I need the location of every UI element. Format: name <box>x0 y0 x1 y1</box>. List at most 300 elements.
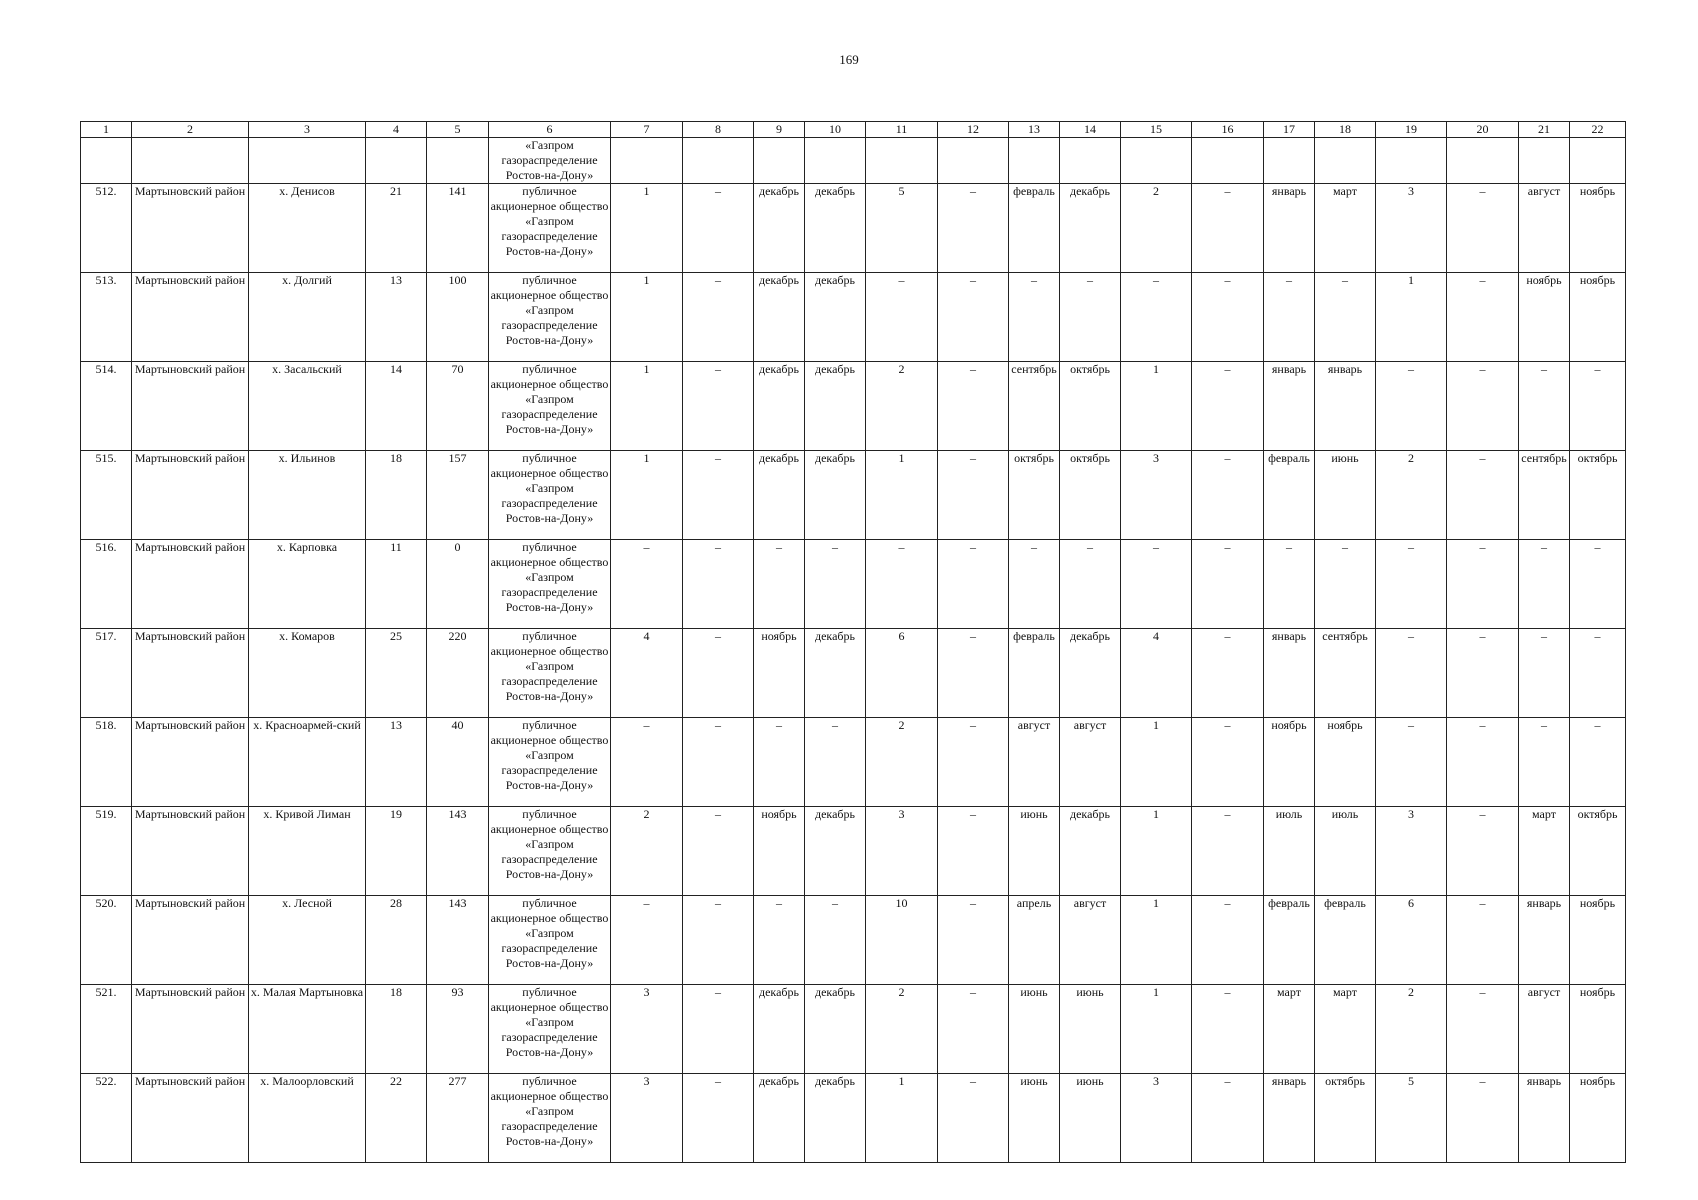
col9-cell: декабрь <box>754 451 805 540</box>
col13-cell: февраль <box>1009 629 1060 718</box>
col13-cell: август <box>1009 718 1060 807</box>
col13-cell: – <box>1009 273 1060 362</box>
col11-cell: 3 <box>866 807 938 896</box>
table-row <box>81 362 1626 451</box>
row-number: 517. <box>81 629 132 718</box>
district-cell: Мартыновский район <box>132 896 249 985</box>
col8-cell: – <box>683 807 754 896</box>
col17-cell: январь <box>1264 184 1315 273</box>
settlement-cell: х. Засальский <box>249 362 366 451</box>
cell <box>1519 138 1570 184</box>
col20-cell: – <box>1447 807 1519 896</box>
col17-cell: ноябрь <box>1264 718 1315 807</box>
col14-cell: – <box>1060 540 1121 629</box>
col18-cell: март <box>1315 985 1376 1074</box>
cell <box>1570 138 1626 184</box>
settlement-cell: х. Комаров <box>249 629 366 718</box>
col22-cell: – <box>1570 540 1626 629</box>
col8-cell: – <box>683 273 754 362</box>
col15-cell: – <box>1121 540 1192 629</box>
col17-cell: март <box>1264 985 1315 1074</box>
col13-cell: апрель <box>1009 896 1060 985</box>
col13-cell: октябрь <box>1009 451 1060 540</box>
col13-cell: июнь <box>1009 1074 1060 1163</box>
col20-cell: – <box>1447 718 1519 807</box>
col21-cell: – <box>1519 718 1570 807</box>
district-cell: Мартыновский район <box>132 629 249 718</box>
col7-cell: 4 <box>611 629 683 718</box>
col14-cell: – <box>1060 273 1121 362</box>
column-header-11: 11 <box>866 122 938 138</box>
col20-cell: – <box>1447 273 1519 362</box>
col22-cell: – <box>1570 629 1626 718</box>
col17-cell: – <box>1264 273 1315 362</box>
district-cell: Мартыновский район <box>132 540 249 629</box>
settlement-cell: х. Красноармей-ский <box>249 718 366 807</box>
col12-cell: – <box>938 362 1009 451</box>
col10-cell: декабрь <box>805 985 866 1074</box>
table-row <box>81 807 1626 896</box>
cell <box>1060 138 1121 184</box>
col19-cell: 2 <box>1376 985 1447 1074</box>
col18-cell: – <box>1315 540 1376 629</box>
row-number: 515. <box>81 451 132 540</box>
org-cell: публичное акционерное общество «Газпром газораспределение Ростов-на-Дону» <box>489 451 611 540</box>
district-cell: Мартыновский район <box>132 184 249 273</box>
org-cell: публичное акционерное общество «Газпром газораспределение Ростов-на-Дону» <box>489 362 611 451</box>
col18-cell: ноябрь <box>1315 718 1376 807</box>
col17-cell: – <box>1264 540 1315 629</box>
cell <box>1192 138 1264 184</box>
col21-cell: ноябрь <box>1519 273 1570 362</box>
gasification-schedule-table <box>80 121 1626 1163</box>
col12-cell: – <box>938 184 1009 273</box>
district-cell: Мартыновский район <box>132 985 249 1074</box>
col9-cell: декабрь <box>754 985 805 1074</box>
col12-cell: – <box>938 985 1009 1074</box>
col17-cell: февраль <box>1264 896 1315 985</box>
col7-cell: – <box>611 718 683 807</box>
table-row <box>81 540 1626 629</box>
col7-cell: 3 <box>611 1074 683 1163</box>
org-cell: публичное акционерное общество «Газпром газораспределение Ростов-на-Дону» <box>489 540 611 629</box>
col9-cell: декабрь <box>754 273 805 362</box>
col10-cell: – <box>805 718 866 807</box>
col5-cell: 277 <box>427 1074 489 1163</box>
col11-cell: – <box>866 540 938 629</box>
col7-cell: – <box>611 540 683 629</box>
col16-cell: – <box>1192 273 1264 362</box>
col20-cell: – <box>1447 1074 1519 1163</box>
col20-cell: – <box>1447 540 1519 629</box>
col17-cell: январь <box>1264 629 1315 718</box>
col14-cell: декабрь <box>1060 807 1121 896</box>
col16-cell: – <box>1192 896 1264 985</box>
col21-cell: март <box>1519 807 1570 896</box>
col18-cell: февраль <box>1315 896 1376 985</box>
col11-cell: 10 <box>866 896 938 985</box>
col8-cell: – <box>683 540 754 629</box>
column-header-21: 21 <box>1519 122 1570 138</box>
col18-cell: сентябрь <box>1315 629 1376 718</box>
row-number: 518. <box>81 718 132 807</box>
settlement-cell: х. Ильинов <box>249 451 366 540</box>
col10-cell: – <box>805 540 866 629</box>
col5-cell: 157 <box>427 451 489 540</box>
col9-cell: ноябрь <box>754 629 805 718</box>
table-row <box>81 184 1626 273</box>
col15-cell: 1 <box>1121 896 1192 985</box>
col20-cell: – <box>1447 451 1519 540</box>
col19-cell: – <box>1376 629 1447 718</box>
col19-cell: 3 <box>1376 184 1447 273</box>
row-number: 513. <box>81 273 132 362</box>
col9-cell: декабрь <box>754 184 805 273</box>
org-cell: публичное акционерное общество «Газпром газораспределение Ростов-на-Дону» <box>489 896 611 985</box>
col4-cell: 19 <box>366 807 427 896</box>
col21-cell: август <box>1519 184 1570 273</box>
cell <box>249 138 366 184</box>
settlement-cell: х. Малоорловский <box>249 1074 366 1163</box>
col5-cell: 220 <box>427 629 489 718</box>
column-header-8: 8 <box>683 122 754 138</box>
col9-cell: – <box>754 718 805 807</box>
col14-cell: декабрь <box>1060 184 1121 273</box>
col4-cell: 13 <box>366 273 427 362</box>
col22-cell: ноябрь <box>1570 985 1626 1074</box>
column-header-2: 2 <box>132 122 249 138</box>
col20-cell: – <box>1447 896 1519 985</box>
col5-cell: 141 <box>427 184 489 273</box>
district-cell: Мартыновский район <box>132 273 249 362</box>
col19-cell: – <box>1376 540 1447 629</box>
column-header-14: 14 <box>1060 122 1121 138</box>
table-row <box>81 1074 1626 1163</box>
settlement-cell: х. Денисов <box>249 184 366 273</box>
col15-cell: 2 <box>1121 184 1192 273</box>
settlement-cell: х. Долгий <box>249 273 366 362</box>
col18-cell: январь <box>1315 362 1376 451</box>
col7-cell: 1 <box>611 451 683 540</box>
col10-cell: декабрь <box>805 807 866 896</box>
col20-cell: – <box>1447 362 1519 451</box>
col5-cell: 143 <box>427 807 489 896</box>
col8-cell: – <box>683 896 754 985</box>
col22-cell: октябрь <box>1570 807 1626 896</box>
col11-cell: 2 <box>866 362 938 451</box>
col14-cell: июнь <box>1060 1074 1121 1163</box>
cell <box>81 138 132 184</box>
col12-cell: – <box>938 629 1009 718</box>
cell <box>866 138 938 184</box>
col16-cell: – <box>1192 1074 1264 1163</box>
column-header-6: 6 <box>489 122 611 138</box>
col19-cell: 3 <box>1376 807 1447 896</box>
table-row <box>81 985 1626 1074</box>
col19-cell: 6 <box>1376 896 1447 985</box>
col18-cell: июнь <box>1315 451 1376 540</box>
col12-cell: – <box>938 1074 1009 1163</box>
col7-cell: 3 <box>611 985 683 1074</box>
col4-cell: 21 <box>366 184 427 273</box>
col12-cell: – <box>938 451 1009 540</box>
col13-cell: сентябрь <box>1009 362 1060 451</box>
column-header-20: 20 <box>1447 122 1519 138</box>
col8-cell: – <box>683 184 754 273</box>
col21-cell: январь <box>1519 896 1570 985</box>
col16-cell: – <box>1192 451 1264 540</box>
cell <box>1315 138 1376 184</box>
col21-cell: – <box>1519 629 1570 718</box>
col9-cell: декабрь <box>754 362 805 451</box>
column-header-7: 7 <box>611 122 683 138</box>
col17-cell: январь <box>1264 362 1315 451</box>
col10-cell: – <box>805 896 866 985</box>
column-header-1: 1 <box>81 122 132 138</box>
col15-cell: 3 <box>1121 451 1192 540</box>
org-cell: «Газпром газораспределение Ростов-на-Дону» <box>489 138 611 184</box>
col7-cell: 1 <box>611 273 683 362</box>
column-header-18: 18 <box>1315 122 1376 138</box>
col11-cell: 2 <box>866 985 938 1074</box>
settlement-cell: х. Кривой Лиман <box>249 807 366 896</box>
col20-cell: – <box>1447 985 1519 1074</box>
col15-cell: 1 <box>1121 985 1192 1074</box>
col22-cell: ноябрь <box>1570 273 1626 362</box>
col7-cell: – <box>611 896 683 985</box>
cell <box>1376 138 1447 184</box>
column-header-9: 9 <box>754 122 805 138</box>
col16-cell: – <box>1192 807 1264 896</box>
col22-cell: ноябрь <box>1570 184 1626 273</box>
cell <box>1447 138 1519 184</box>
col13-cell: – <box>1009 540 1060 629</box>
district-cell: Мартыновский район <box>132 807 249 896</box>
district-cell: Мартыновский район <box>132 362 249 451</box>
col14-cell: июнь <box>1060 985 1121 1074</box>
column-header-3: 3 <box>249 122 366 138</box>
col18-cell: июль <box>1315 807 1376 896</box>
col22-cell: октябрь <box>1570 451 1626 540</box>
col15-cell: 4 <box>1121 629 1192 718</box>
col5-cell: 0 <box>427 540 489 629</box>
col21-cell: август <box>1519 985 1570 1074</box>
cell <box>938 138 1009 184</box>
cell <box>1264 138 1315 184</box>
col4-cell: 22 <box>366 1074 427 1163</box>
column-header-19: 19 <box>1376 122 1447 138</box>
table-row <box>81 629 1626 718</box>
col13-cell: июнь <box>1009 985 1060 1074</box>
col15-cell: – <box>1121 273 1192 362</box>
cell <box>1121 138 1192 184</box>
col4-cell: 18 <box>366 985 427 1074</box>
district-cell: Мартыновский район <box>132 718 249 807</box>
col8-cell: – <box>683 985 754 1074</box>
row-number: 522. <box>81 1074 132 1163</box>
col8-cell: – <box>683 718 754 807</box>
table-row <box>81 896 1626 985</box>
col8-cell: – <box>683 362 754 451</box>
col9-cell: – <box>754 896 805 985</box>
col19-cell: – <box>1376 718 1447 807</box>
col18-cell: октябрь <box>1315 1074 1376 1163</box>
col13-cell: февраль <box>1009 184 1060 273</box>
col21-cell: январь <box>1519 1074 1570 1163</box>
column-header-10: 10 <box>805 122 866 138</box>
col4-cell: 28 <box>366 896 427 985</box>
col20-cell: – <box>1447 184 1519 273</box>
column-header-16: 16 <box>1192 122 1264 138</box>
col12-cell: – <box>938 718 1009 807</box>
row-number: 512. <box>81 184 132 273</box>
col12-cell: – <box>938 273 1009 362</box>
col22-cell: ноябрь <box>1570 1074 1626 1163</box>
col4-cell: 13 <box>366 718 427 807</box>
settlement-cell: х. Лесной <box>249 896 366 985</box>
col16-cell: – <box>1192 985 1264 1074</box>
org-cell: публичное акционерное общество «Газпром газораспределение Ростов-на-Дону» <box>489 985 611 1074</box>
col15-cell: 1 <box>1121 362 1192 451</box>
col21-cell: сентябрь <box>1519 451 1570 540</box>
col15-cell: 1 <box>1121 807 1192 896</box>
col16-cell: – <box>1192 629 1264 718</box>
cell <box>611 138 683 184</box>
col4-cell: 14 <box>366 362 427 451</box>
col13-cell: июнь <box>1009 807 1060 896</box>
col10-cell: декабрь <box>805 451 866 540</box>
col9-cell: декабрь <box>754 1074 805 1163</box>
col19-cell: – <box>1376 362 1447 451</box>
col12-cell: – <box>938 540 1009 629</box>
district-cell: Мартыновский район <box>132 1074 249 1163</box>
col17-cell: январь <box>1264 1074 1315 1163</box>
table-row <box>81 451 1626 540</box>
col11-cell: 5 <box>866 184 938 273</box>
col12-cell: – <box>938 896 1009 985</box>
row-number: 520. <box>81 896 132 985</box>
col14-cell: декабрь <box>1060 629 1121 718</box>
cell <box>683 138 754 184</box>
page-number: 169 <box>839 52 859 67</box>
col5-cell: 143 <box>427 896 489 985</box>
cell <box>427 138 489 184</box>
column-header-5: 5 <box>427 122 489 138</box>
col8-cell: – <box>683 629 754 718</box>
col11-cell: 6 <box>866 629 938 718</box>
col16-cell: – <box>1192 184 1264 273</box>
table-row <box>81 273 1626 362</box>
column-header-4: 4 <box>366 122 427 138</box>
col10-cell: декабрь <box>805 629 866 718</box>
col18-cell: март <box>1315 184 1376 273</box>
col8-cell: – <box>683 1074 754 1163</box>
col12-cell: – <box>938 807 1009 896</box>
col17-cell: февраль <box>1264 451 1315 540</box>
col8-cell: – <box>683 451 754 540</box>
col5-cell: 93 <box>427 985 489 1074</box>
org-cell: публичное акционерное общество «Газпром газораспределение Ростов-на-Дону» <box>489 184 611 273</box>
district-cell: Мартыновский район <box>132 451 249 540</box>
org-cell: публичное акционерное общество «Газпром газораспределение Ростов-на-Дону» <box>489 718 611 807</box>
col14-cell: август <box>1060 896 1121 985</box>
col10-cell: декабрь <box>805 184 866 273</box>
col5-cell: 70 <box>427 362 489 451</box>
col5-cell: 40 <box>427 718 489 807</box>
col14-cell: октябрь <box>1060 362 1121 451</box>
row-number: 521. <box>81 985 132 1074</box>
col14-cell: август <box>1060 718 1121 807</box>
col14-cell: октябрь <box>1060 451 1121 540</box>
col20-cell: – <box>1447 629 1519 718</box>
column-header-13: 13 <box>1009 122 1060 138</box>
col4-cell: 25 <box>366 629 427 718</box>
col10-cell: декабрь <box>805 273 866 362</box>
col19-cell: 1 <box>1376 273 1447 362</box>
cell <box>132 138 249 184</box>
col11-cell: 1 <box>866 1074 938 1163</box>
col9-cell: ноябрь <box>754 807 805 896</box>
table-row <box>81 718 1626 807</box>
col15-cell: 1 <box>1121 718 1192 807</box>
settlement-cell: х. Малая Мартыновка <box>249 985 366 1074</box>
col11-cell: 1 <box>866 451 938 540</box>
row-number: 516. <box>81 540 132 629</box>
org-cell: публичное акционерное общество «Газпром газораспределение Ростов-на-Дону» <box>489 273 611 362</box>
col17-cell: июль <box>1264 807 1315 896</box>
row-number: 519. <box>81 807 132 896</box>
cell <box>1009 138 1060 184</box>
cell <box>805 138 866 184</box>
cell <box>366 138 427 184</box>
org-cell: публичное акционерное общество «Газпром газораспределение Ростов-на-Дону» <box>489 807 611 896</box>
col22-cell: – <box>1570 362 1626 451</box>
col10-cell: декабрь <box>805 1074 866 1163</box>
column-header-17: 17 <box>1264 122 1315 138</box>
col9-cell: – <box>754 540 805 629</box>
col7-cell: 2 <box>611 807 683 896</box>
col19-cell: 5 <box>1376 1074 1447 1163</box>
org-cell: публичное акционерное общество «Газпром газораспределение Ростов-на-Дону» <box>489 629 611 718</box>
col21-cell: – <box>1519 362 1570 451</box>
col18-cell: – <box>1315 273 1376 362</box>
col7-cell: 1 <box>611 362 683 451</box>
org-cell: публичное акционерное общество «Газпром газораспределение Ростов-на-Дону» <box>489 1074 611 1163</box>
column-header-22: 22 <box>1570 122 1626 138</box>
col7-cell: 1 <box>611 184 683 273</box>
header-row <box>81 122 1626 138</box>
col21-cell: – <box>1519 540 1570 629</box>
col15-cell: 3 <box>1121 1074 1192 1163</box>
col5-cell: 100 <box>427 273 489 362</box>
col22-cell: ноябрь <box>1570 896 1626 985</box>
col19-cell: 2 <box>1376 451 1447 540</box>
continuation-row <box>81 138 1626 184</box>
column-header-15: 15 <box>1121 122 1192 138</box>
col4-cell: 11 <box>366 540 427 629</box>
row-number: 514. <box>81 362 132 451</box>
col16-cell: – <box>1192 718 1264 807</box>
col11-cell: – <box>866 273 938 362</box>
col10-cell: декабрь <box>805 362 866 451</box>
col16-cell: – <box>1192 540 1264 629</box>
col16-cell: – <box>1192 362 1264 451</box>
column-header-12: 12 <box>938 122 1009 138</box>
col22-cell: – <box>1570 718 1626 807</box>
settlement-cell: х. Карповка <box>249 540 366 629</box>
col11-cell: 2 <box>866 718 938 807</box>
col4-cell: 18 <box>366 451 427 540</box>
